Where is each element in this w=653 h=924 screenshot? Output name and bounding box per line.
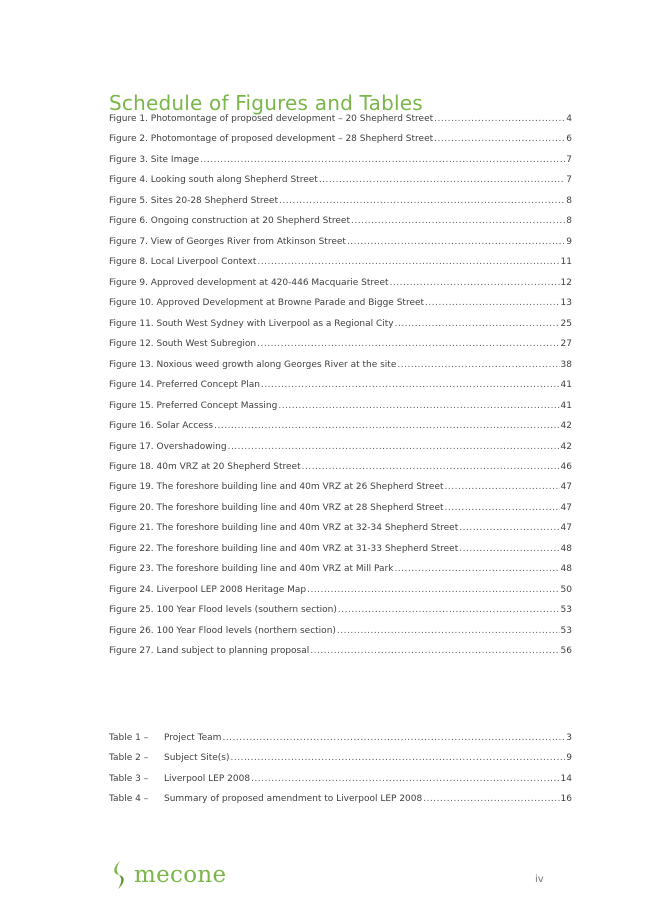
toc-entry-table[interactable] [109, 753, 572, 773]
toc-entry-page: 50 [560, 584, 572, 595]
toc-entry-label: Figure 7. View of Georges River from Atkinson Street [109, 236, 346, 247]
toc-entry-label: Figure 13. Noxious weed growth along Georges River at the site [109, 359, 397, 370]
dot-leader [214, 421, 559, 431]
table-prefix: Table 2 – [109, 753, 149, 764]
dot-leader [257, 339, 559, 349]
dot-leader [228, 442, 560, 452]
toc-entry-page: 38 [560, 359, 572, 370]
toc-entry-page: 11 [560, 257, 572, 268]
toc-entry-label: Figure 8. Local Liverpool Context [109, 257, 257, 268]
dot-leader [423, 794, 559, 804]
toc-entry-label: Figure 22. The foreshore building line and 40m VRZ at 31-33 Shepherd Street [109, 543, 459, 554]
dot-leader [222, 733, 565, 743]
dot-leader [337, 626, 560, 636]
toc-entry-label: Figure 12. South West Subregion [109, 339, 257, 350]
toc-entry-figure[interactable] [109, 626, 572, 646]
toc-entry-figure[interactable] [109, 564, 572, 584]
toc-entry-label: Figure 27. Land subject to planning proposal [109, 646, 310, 657]
toc-entry-page: 47 [560, 502, 572, 513]
toc-entry-label: Figure 11. South West Sydney with Liverpool as a Regional City [109, 318, 394, 329]
toc-entry-label: Figure 10. Approved Development at Browne Parade and Bigge Street [109, 298, 425, 309]
toc-entry-label: Figure 21. The foreshore building line and 40m VRZ at 32-34 Shepherd Street [109, 523, 459, 534]
toc-entry-page: 41 [560, 380, 572, 391]
toc-entry-page: 56 [560, 646, 572, 657]
toc-entry-page: 47 [560, 523, 572, 534]
toc-entry-page: 3 [566, 733, 572, 743]
toc-entry-page: 16 [560, 794, 572, 805]
toc-entry-figure[interactable] [109, 442, 572, 462]
toc-entry-label: Figure 19. The foreshore building line and 40m VRZ at 26 Shepherd Street [109, 482, 444, 493]
toc-entry-page: 46 [560, 461, 572, 472]
toc-entry-figure[interactable] [109, 482, 572, 502]
toc-entry-label: Figure 2. Photomontage of proposed development – 28 Shepherd Street [109, 134, 434, 145]
toc-entry-label: Figure 1. Photomontage of proposed development – 20 Shepherd Street [109, 114, 434, 124]
toc-entry-figure[interactable] [109, 380, 572, 400]
toc-entry-page: 53 [560, 625, 572, 636]
toc-entry-label: Figure 17. Overshadowing [109, 441, 227, 452]
toc-entry-figure[interactable] [109, 216, 572, 236]
dot-leader [445, 482, 560, 492]
toc-entry-page: 25 [560, 318, 572, 329]
toc-entry-label: Figure 3. Site Image [109, 154, 200, 165]
toc-entry-figure[interactable] [109, 278, 572, 298]
dot-leader [279, 196, 565, 206]
toc-entry-figure[interactable] [109, 585, 572, 605]
dot-leader [307, 585, 559, 595]
toc-entry-page: 8 [566, 216, 572, 227]
dot-leader [394, 564, 559, 574]
toc-entry-label: Figure 16. Solar Access [109, 421, 214, 432]
toc-entry-figure[interactable] [109, 421, 572, 441]
toc-entry-label: Subject Site(s) [164, 753, 230, 764]
toc-entry-figure[interactable] [109, 298, 572, 318]
toc-entry-table[interactable] [109, 733, 572, 753]
dot-leader [434, 134, 565, 144]
toc-entry-figure[interactable] [109, 175, 572, 195]
toc-entry-figure[interactable] [109, 401, 572, 421]
dot-leader [397, 360, 559, 370]
tables-list [109, 733, 572, 815]
dot-leader [278, 401, 559, 411]
toc-entry-figure[interactable] [109, 360, 572, 380]
toc-entry-page: 27 [560, 339, 572, 350]
table-prefix: Table 1 – [109, 733, 149, 743]
dot-leader [445, 503, 560, 513]
dot-leader [251, 774, 559, 784]
dot-leader [395, 319, 560, 329]
toc-entry-label: Figure 25. 100 Year Flood levels (southern section) [109, 605, 337, 616]
dot-leader [347, 237, 565, 247]
dot-leader [351, 216, 565, 226]
page-title: Schedule of Figures and Tables [109, 91, 423, 116]
table-prefix: Table 4 – [109, 794, 149, 805]
toc-entry-page: 9 [566, 753, 572, 764]
toc-entry-figure[interactable] [109, 114, 572, 134]
toc-entry-label: Figure 9. Approved development at 420-446 Macquarie Street [109, 277, 389, 288]
toc-entry-label: Figure 18. 40m VRZ at 20 Shepherd Street [109, 461, 301, 472]
toc-entry-figure[interactable] [109, 462, 572, 482]
toc-entry-figure[interactable] [109, 196, 572, 216]
page-number: iv [535, 874, 544, 885]
leaf-logo-icon [110, 860, 130, 890]
toc-entry-page: 7 [566, 154, 572, 165]
toc-entry-table[interactable] [109, 794, 572, 814]
dot-leader [425, 298, 560, 308]
toc-entry-figure[interactable] [109, 134, 572, 154]
toc-entry-page: 42 [560, 421, 572, 432]
dot-leader [459, 523, 559, 533]
dot-leader [459, 544, 559, 554]
toc-entry-label: Liverpool LEP 2008 [164, 773, 251, 784]
toc-entry-figure[interactable] [109, 544, 572, 564]
toc-entry-page: 48 [560, 543, 572, 554]
toc-entry-page: 8 [566, 195, 572, 206]
toc-entry-page: 41 [560, 400, 572, 411]
figures-list [109, 114, 572, 667]
toc-entry-page: 12 [560, 277, 572, 288]
dot-leader [319, 175, 565, 185]
dot-leader [310, 646, 559, 656]
toc-entry-label: Summary of proposed amendment to Liverpool LEP 2008 [164, 794, 423, 805]
toc-entry-page: 42 [560, 441, 572, 452]
toc-entry-label: Figure 24. Liverpool LEP 2008 Heritage Map [109, 584, 307, 595]
toc-entry-label: Figure 14. Preferred Concept Plan [109, 380, 260, 391]
toc-entry-figure[interactable] [109, 523, 572, 543]
dot-leader [338, 605, 560, 615]
dot-leader [231, 753, 566, 763]
toc-entry-page: 48 [560, 564, 572, 575]
logo-wordmark: mecone [134, 862, 227, 888]
toc-entry-page: 7 [566, 175, 572, 186]
toc-entry-page: 53 [560, 605, 572, 616]
table-prefix: Table 3 – [109, 773, 149, 784]
toc-entry-label: Figure 5. Sites 20-28 Shepherd Street [109, 195, 279, 206]
toc-entry-figure[interactable] [109, 339, 572, 359]
mecone-logo [110, 860, 226, 890]
toc-entry-label: Project Team [164, 733, 222, 743]
toc-entry-figure[interactable] [109, 503, 572, 523]
toc-entry-page: 13 [560, 298, 572, 309]
toc-entry-label: Figure 4. Looking south along Shepherd Street [109, 175, 318, 186]
toc-entry-table[interactable] [109, 774, 572, 794]
toc-entry-figure[interactable] [109, 646, 572, 666]
toc-entry-page: 47 [560, 482, 572, 493]
toc-entry-label: Figure 26. 100 Year Flood levels (northern section) [109, 625, 336, 636]
toc-entry-figure[interactable] [109, 319, 572, 339]
toc-entry-page: 6 [566, 134, 572, 145]
toc-entry-figure[interactable] [109, 605, 572, 625]
toc-entry-label: Figure 20. The foreshore building line and 40m VRZ at 28 Shepherd Street [109, 502, 444, 513]
dot-leader [390, 278, 560, 288]
dot-leader [257, 257, 559, 267]
dot-leader [261, 380, 560, 390]
toc-entry-figure[interactable] [109, 257, 572, 277]
toc-entry-figure[interactable] [109, 155, 572, 175]
dot-leader [200, 155, 565, 165]
toc-entry-page: 9 [566, 236, 572, 247]
toc-entry-label: Figure 6. Ongoing construction at 20 Shepherd Street [109, 216, 350, 227]
dot-leader [434, 114, 565, 124]
toc-entry-label: Figure 15. Preferred Concept Massing [109, 400, 278, 411]
toc-entry-figure[interactable] [109, 237, 572, 257]
dot-leader [302, 462, 560, 472]
toc-entry-label: Figure 23. The foreshore building line and 40m VRZ at Mill Park [109, 564, 394, 575]
toc-entry-page: 14 [560, 773, 572, 784]
toc-entry-page: 4 [566, 114, 572, 124]
